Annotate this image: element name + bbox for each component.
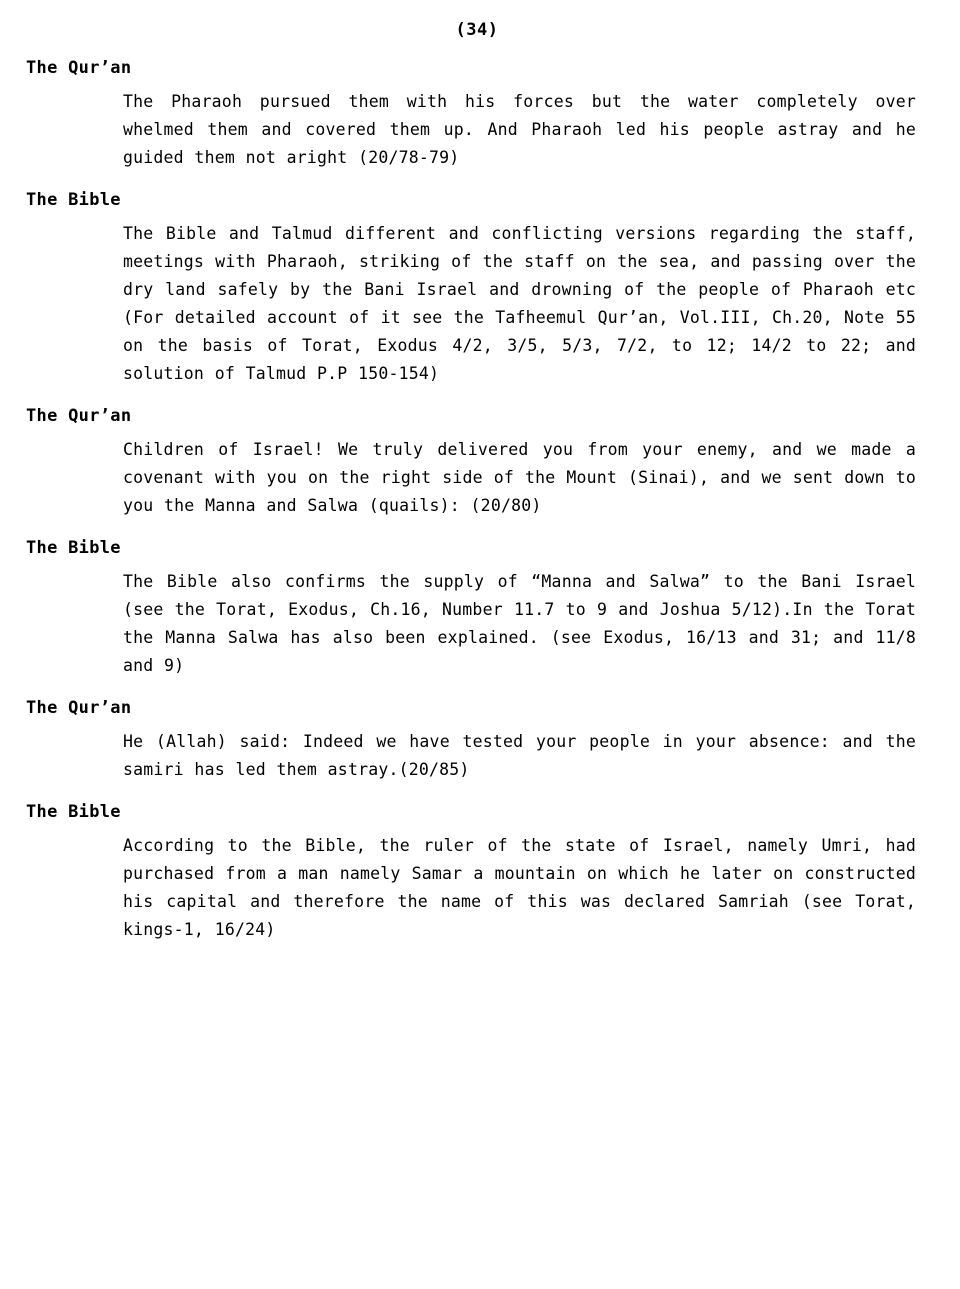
section-body: The Bible and Talmud different and conflicting versions regarding the staff, meetings with Pharaoh, striking of the staff on the sea, and passing over the dry land safely by the Bani Israel and drowning of the people of Pharaoh etc (For detailed account of it see the Tafheemul Qur’an, Vol.III, Ch.20, Note 55 on the basis of Torat, Exodus 4/2, 3/5, 5/3, 7/2, to 12; 14/2 to 22; and solution of Talmud P.P 150-154) <box>123 224 927 383</box>
section-quran-3 <box>26 698 934 784</box>
section-body: According to the Bible, the ruler of the state of Israel, namely Umri, had purchased from a man namely Samar a mountain on which he later on constructed his capital and therefore the name of this was declared Samriah (see Torat, kings-1, 16/24) <box>123 836 927 939</box>
header-spacer <box>26 40 934 58</box>
section-body: The Bible also confirms the supply of “Manna and Salwa” to the Bani Israel (see the Torat, Exodus, Ch.16, Number 11.7 to 9 and Joshua 5/12).In the Torat the Manna Salwa has also been explained. (see Exodus, 16/13 and 31; and 11/8 and 9) <box>123 572 927 675</box>
section-heading: The Bible <box>26 802 121 822</box>
section-bible-1 <box>26 190 934 388</box>
section-gap <box>26 784 934 802</box>
section-heading: The Qur’an <box>26 406 132 426</box>
section-body: He (Allah) said: Indeed we have tested your people in your absence: and the samiri has led them astray.(20/85) <box>123 732 927 779</box>
section-bible-3 <box>26 802 934 944</box>
section-quran-2 <box>26 406 934 520</box>
section-gap <box>26 520 934 538</box>
section-quran-1 <box>26 58 934 172</box>
section-heading: The Bible <box>26 538 121 558</box>
section-gap <box>26 388 934 406</box>
section-body: The Pharaoh pursued them with his forces but the water completely over whelmed them and covered them up. And Pharaoh led his people astray and he guided them not aright (20/78-79) <box>123 92 927 167</box>
section-gap <box>26 172 934 190</box>
section-heading: The Qur’an <box>26 698 132 718</box>
section-gap <box>26 680 934 698</box>
section-heading: The Bible <box>26 190 121 210</box>
section-bible-2 <box>26 538 934 680</box>
section-body: Children of Israel! We truly delivered you from your enemy, and we made a covenant with you on the right side of the Mount (Sinai), and we sent down to you the Manna and Salwa (quails): (20/80) <box>123 440 927 515</box>
section-heading: The Qur’an <box>26 58 132 78</box>
page-number: (34) <box>455 20 499 40</box>
